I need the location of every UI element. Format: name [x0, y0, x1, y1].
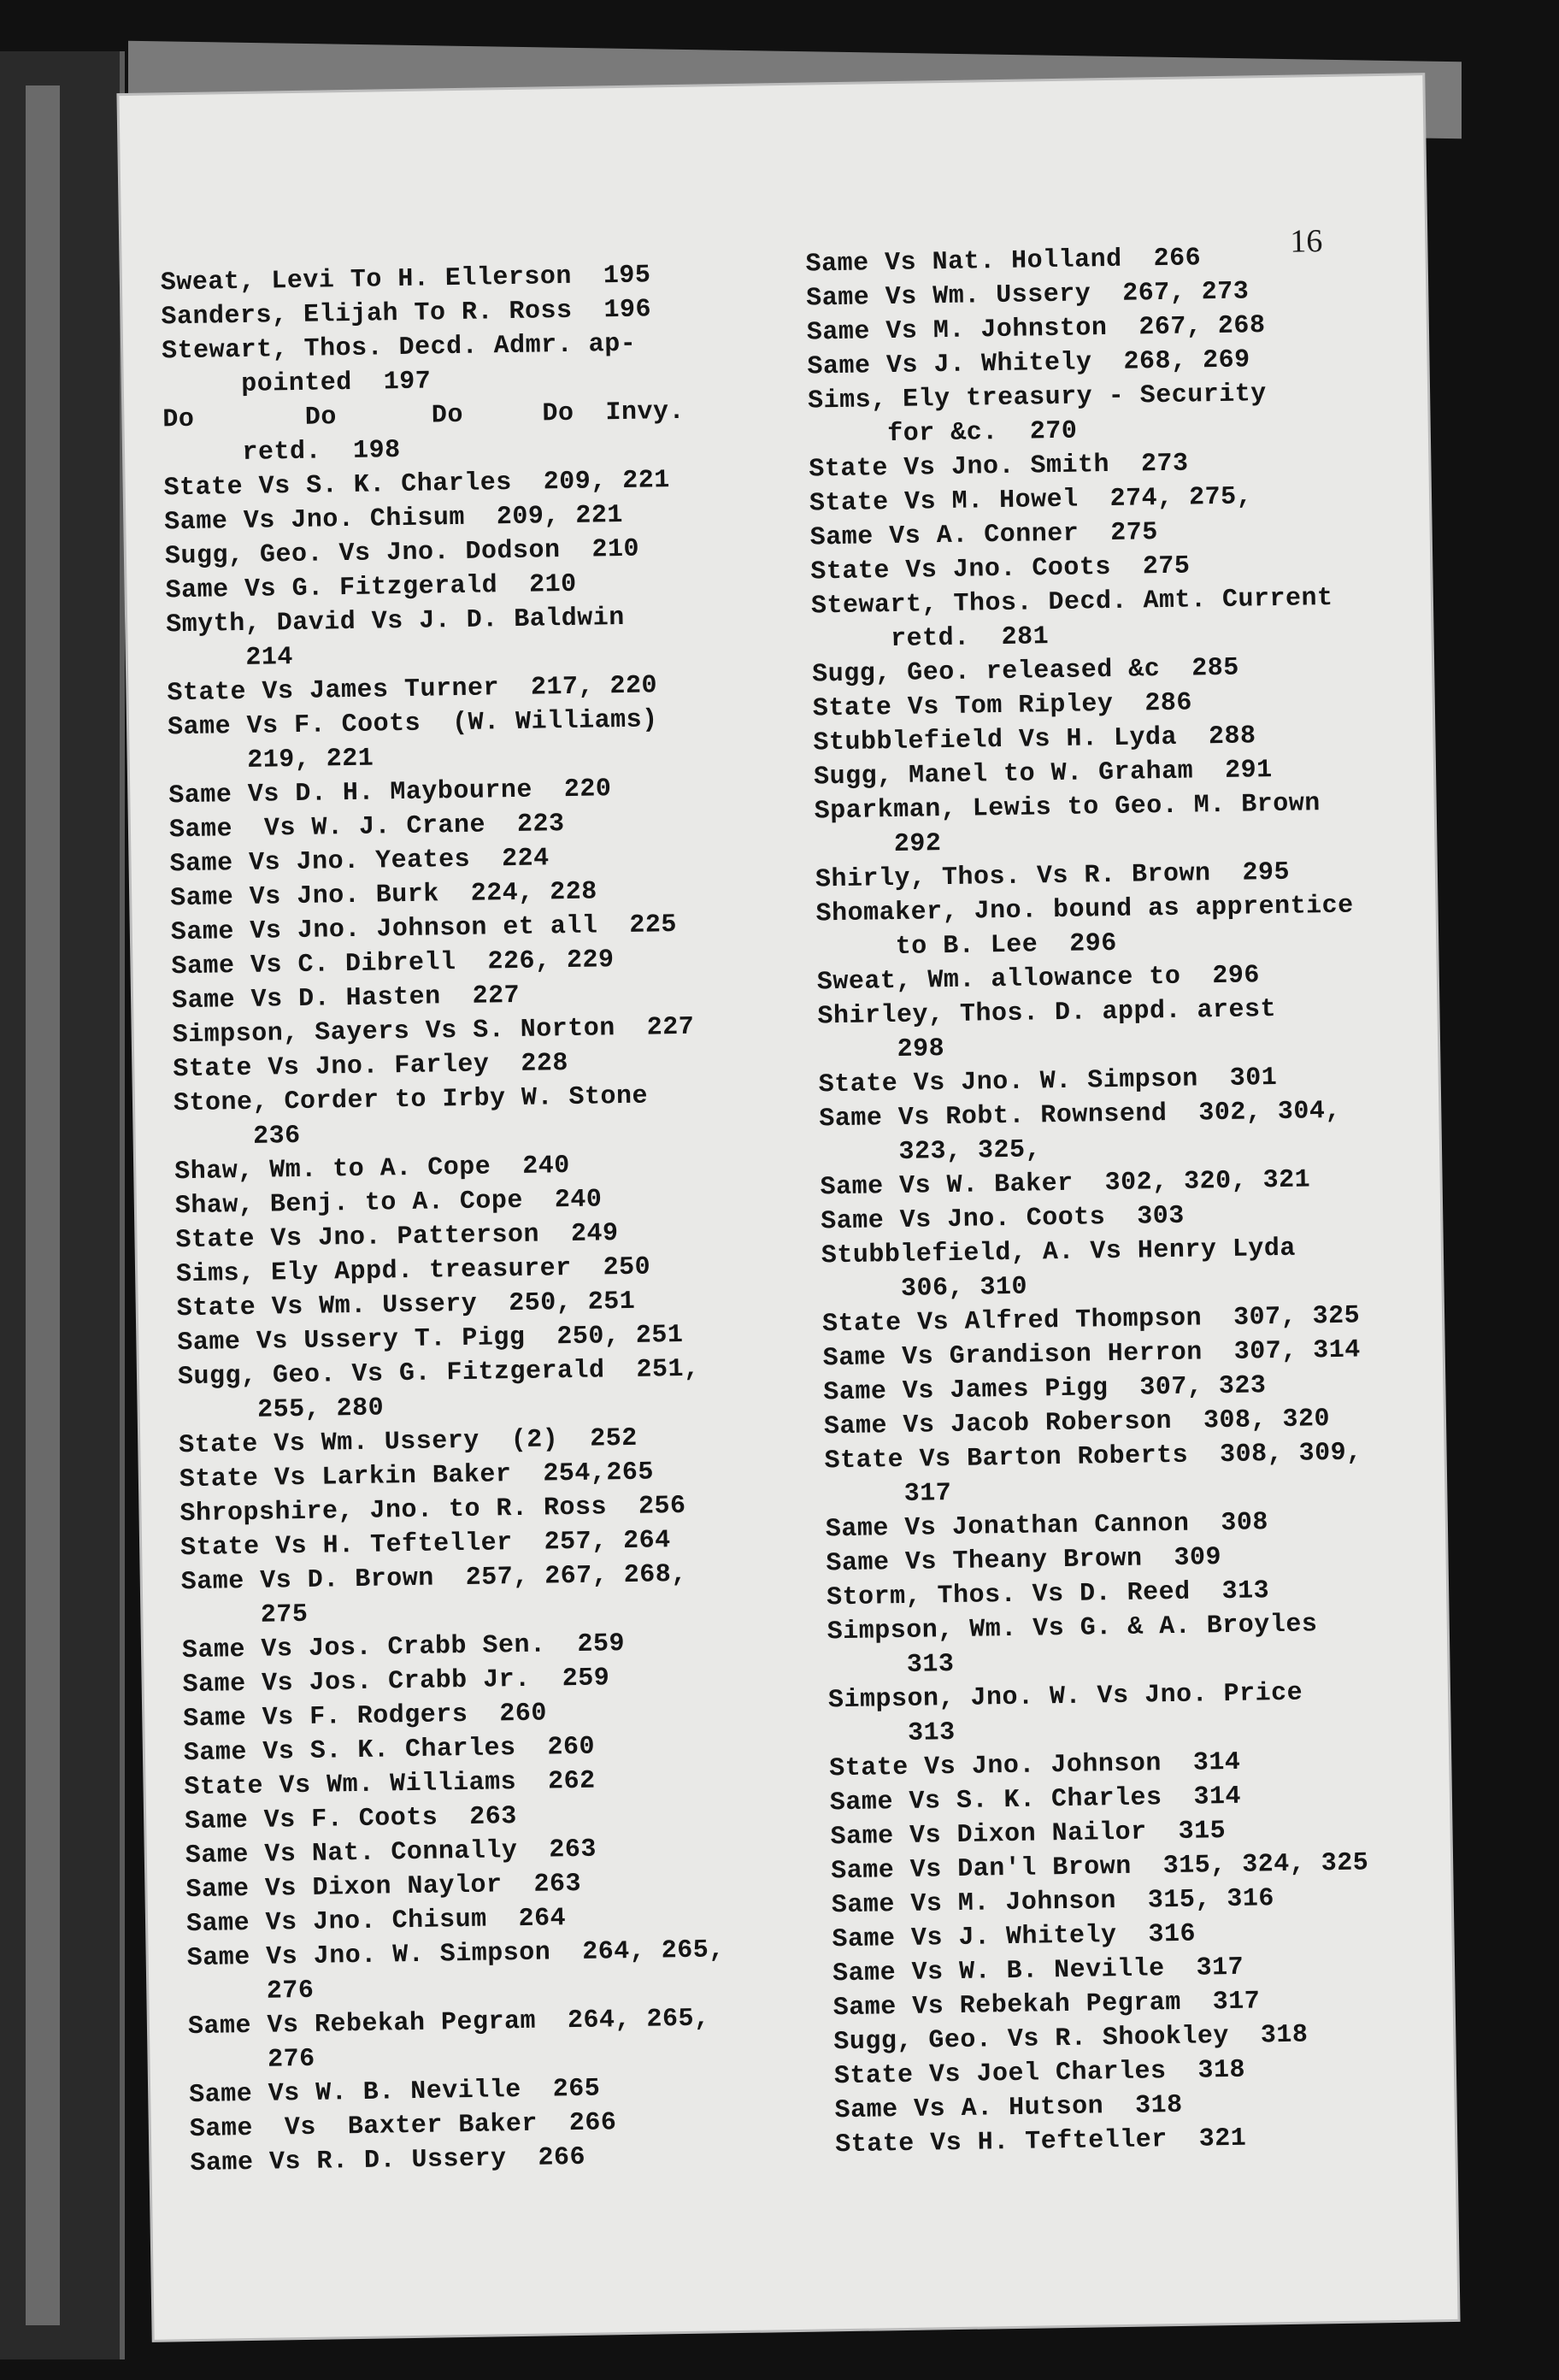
index-entry: Sugg, Geo. Vs R. Shookley 318 — [833, 2020, 1309, 2058]
index-entry: State Vs James Turner 217, 220 — [167, 671, 658, 709]
index-entry: Same Vs W. J. Crane 223 — [168, 810, 565, 845]
index-entry: Same Vs A. Hutson 318 — [834, 2090, 1183, 2126]
index-entry: Same Vs C. Dibrell 226, 229 — [171, 946, 615, 982]
index-entry: Same Vs F. Coots 263 — [184, 1802, 517, 1837]
index-entry: Shropshire, Jno. to R. Ross 256 — [179, 1491, 686, 1529]
index-entry: State Vs Wm. Ussery (2) 252 — [179, 1423, 638, 1461]
index-entry: State Vs Jno. Farley 228 — [173, 1049, 569, 1085]
index-entry: Storm, Thos. Vs D. Reed 313 — [826, 1576, 1270, 1613]
index-entry: Same Vs W. B. Neville 265 — [188, 2074, 601, 2111]
index-entry: Stubblefield, A. Vs Henry Lyda — [821, 1234, 1297, 1271]
index-entry: State Vs Alfred Thompson 307, 325 — [821, 1301, 1361, 1340]
index-entry: State Vs Barton Roberts 308, 309, — [824, 1438, 1362, 1476]
index-entry: retd. 198 — [162, 436, 401, 469]
index-entry: Same Vs Rebekah Pegram 264, 265, — [187, 2004, 710, 2042]
index-entry: 317 — [825, 1479, 952, 1511]
index-entry: Same Vs W. Baker 302, 320, 321 — [820, 1165, 1311, 1203]
index-entry: Same Vs F. Rodgers 260 — [183, 1699, 548, 1735]
index-entry: Sugg, Geo. Vs Jno. Dodson 210 — [164, 534, 640, 572]
page-number: 16 — [1289, 223, 1323, 260]
index-entry: Sims, Ely treasury - Security — [807, 380, 1267, 416]
index-entry: Same Vs Ussery T. Pigg 250, 251 — [177, 1320, 684, 1358]
index-entry: State Vs Jno. Patterson 249 — [175, 1219, 619, 1256]
index-entry: Simpson, Wm. Vs G. & A. Broyles — [827, 1610, 1318, 1647]
index-entry: to B. Lee 296 — [815, 928, 1118, 963]
index-entry: Same Vs Theany Brown 309 — [826, 1543, 1222, 1579]
index-entry: State Vs Jno. Coots 275 — [810, 551, 1191, 587]
index-entry: Same Vs Robt. Rownsend 302, 304, — [819, 1096, 1342, 1134]
index-entry: Shirly, Thos. Vs R. Brown 295 — [815, 857, 1291, 895]
index-entry: Same Vs Jos. Crabb Jr. 259 — [182, 1664, 610, 1700]
index-entry: Shirley, Thos. D. appd. arest — [817, 995, 1277, 1032]
index-entry: State Vs Wm. Williams 262 — [184, 1766, 596, 1803]
index-entry: State Vs Jno. W. Simpson 301 — [818, 1063, 1278, 1100]
index-entry: Same Vs Jonathan Cannon 308 — [825, 1508, 1269, 1545]
index-entry: Stubblefield Vs H. Lyda 288 — [813, 722, 1256, 758]
index-entry: Same Vs Jno. Johnson et all 225 — [170, 910, 678, 948]
index-entry: 298 — [817, 1034, 945, 1066]
index-entry: State Vs Wm. Ussery 250, 251 — [176, 1287, 636, 1324]
index-entry: Do Do Do Do Invy. — [162, 397, 685, 435]
index-entry: State Vs Tom Ripley 286 — [812, 688, 1193, 724]
index-entry: Sanders, Elijah To R. Ross 196 — [161, 295, 652, 333]
index-entry: Same Vs G. Fitzgerald 210 — [165, 569, 577, 606]
index-entry: Same Vs Dixon Nailor 315 — [830, 1817, 1227, 1853]
index-entry: State Vs M. Howel 274, 275, — [809, 482, 1253, 519]
index-entry: 306, 310 — [821, 1272, 1028, 1305]
index-entry: Same Vs Baxter Baker 266 — [189, 2108, 617, 2145]
index-entry: Same Vs Jno. Burk 224, 228 — [169, 877, 598, 914]
index-entry: Same Vs Wm. Ussery 267, 273 — [806, 277, 1250, 314]
index-entry: Same Vs A. Conner 275 — [809, 518, 1158, 553]
index-entry: 219, 221 — [168, 744, 374, 777]
index-entry: Sweat, Wm. allowance to 296 — [816, 961, 1261, 998]
index-entry: Sims, Ely Appd. treasurer 250 — [175, 1252, 651, 1290]
index-entry: Stewart, Thos. Decd. Admr. ap- — [161, 329, 637, 367]
index-entry: Shomaker, Jno. bound as apprentice — [815, 891, 1354, 929]
index-entry: Same Vs M. Johnston 267, 268 — [806, 311, 1266, 348]
index-entry: 275 — [181, 1599, 309, 1632]
index-entry: Same Vs J. Whitely 316 — [832, 1919, 1197, 1955]
index-entry: Same Vs James Pigg 307, 323 — [823, 1371, 1267, 1408]
index-entry: State Vs Larkin Baker 254,265 — [179, 1458, 655, 1495]
index-entry: 276 — [187, 1976, 315, 2008]
index-page — [119, 75, 1457, 2340]
index-entry: 292 — [815, 829, 942, 861]
index-entry: pointed 197 — [162, 367, 432, 401]
index-entry: State Vs Jno. Smith 273 — [809, 449, 1189, 485]
index-entry: Sparkman, Lewis to Geo. M. Brown — [814, 789, 1321, 827]
index-entry: Same Vs Jos. Crabb Sen. 259 — [181, 1629, 626, 1666]
index-entry: Same Vs M. Johnson 315, 316 — [831, 1884, 1275, 1921]
index-column-left — [161, 256, 789, 2181]
index-entry: State Vs Joel Charles 318 — [833, 2055, 1246, 2092]
index-entry: Simpson, Jno. W. Vs Jno. Price — [827, 1678, 1303, 1716]
index-entry: State Vs Jno. Johnson 314 — [829, 1747, 1241, 1784]
index-entry: 276 — [188, 2044, 315, 2077]
index-entry: Sugg, Geo. Vs G. Fitzgerald 251, — [177, 1354, 700, 1393]
index-entry: Same Vs Nat. Connally 263 — [185, 1835, 597, 1871]
index-entry: Same Vs D. H. Maybourne 220 — [168, 775, 612, 811]
index-entry: Same Vs Dixon Naylor 263 — [185, 1869, 582, 1906]
index-entry: Same Vs Jno. Chisum 209, 221 — [164, 500, 624, 538]
index-entry: Same Vs Rebekah Pegram 317 — [832, 1987, 1261, 2024]
index-entry: State Vs S. K. Charles 209, 221 — [163, 466, 670, 504]
index-entry: Sugg, Manel to W. Graham 291 — [813, 756, 1273, 792]
index-entry: Same Vs Dan'l Brown 315, 324, 325 — [830, 1848, 1369, 1887]
index-entry: Stone, Corder to Irby W. Stone — [173, 1081, 649, 1119]
index-entry: Same Vs Jacob Roberson 308, 320 — [823, 1405, 1331, 1442]
index-entry: Same Vs W. B. Neville 317 — [832, 1953, 1244, 1989]
index-column-right — [805, 239, 1433, 2163]
index-entry: for &c. 270 — [808, 416, 1078, 451]
index-entry: Same Vs Jno. Chisum 264 — [185, 1904, 567, 1940]
binder-edge — [26, 85, 60, 2325]
index-entry: Same Vs S. K. Charles 314 — [829, 1782, 1242, 1818]
index-entry: State Vs H. Tefteller 257, 264 — [179, 1526, 671, 1564]
index-entry: Same Vs D. Hasten 227 — [171, 981, 521, 1016]
index-entry: 214 — [166, 643, 294, 675]
index-entry: Same Vs Grandison Herron 307, 314 — [822, 1335, 1362, 1374]
binder-spine — [0, 51, 125, 2359]
index-entry: Same Vs Jno. Coots 303 — [821, 1201, 1185, 1237]
index-entry: Same Vs Jno. Yeates 224 — [169, 844, 550, 880]
index-entry: State Vs H. Tefteller 321 — [834, 2124, 1247, 2160]
index-entry: 323, 325, — [819, 1135, 1042, 1169]
index-entry: Shaw, Wm. to A. Cope 240 — [174, 1152, 571, 1187]
index-entry: retd. 281 — [811, 622, 1050, 656]
index-entry: Same Vs J. Whitely 268, 269 — [807, 345, 1250, 382]
index-entry: Same Vs R. D. Ussery 266 — [190, 2142, 586, 2179]
index-entry: Same Vs Jno. W. Simpson 264, 265, — [186, 1935, 726, 1974]
index-entry: 313 — [828, 1718, 956, 1750]
index-entry: Sweat, Levi To H. Ellerson 195 — [160, 261, 651, 298]
index-entry: Same Vs D. Brown 257, 267, 268, — [180, 1559, 688, 1598]
index-entry: Same Vs S. K. Charles 260 — [183, 1732, 596, 1769]
index-entry: 255, 280 — [178, 1393, 385, 1427]
index-entry: Stewart, Thos. Decd. Amt. Current — [810, 583, 1333, 622]
index-entry: Simpson, Sayers Vs S. Norton 227 — [172, 1012, 695, 1051]
index-entry: 236 — [174, 1121, 301, 1153]
index-entry: 313 — [827, 1650, 955, 1682]
index-entry: Shaw, Benj. to A. Cope 240 — [174, 1185, 603, 1222]
index-entry: Smyth, David Vs J. D. Baldwin — [165, 603, 626, 640]
index-entry: Same Vs Nat. Holland 266 — [805, 244, 1202, 280]
index-entry: Sugg, Geo. released &c 285 — [811, 653, 1240, 690]
index-entry: Same Vs F. Coots (W. Williams) — [167, 705, 658, 743]
